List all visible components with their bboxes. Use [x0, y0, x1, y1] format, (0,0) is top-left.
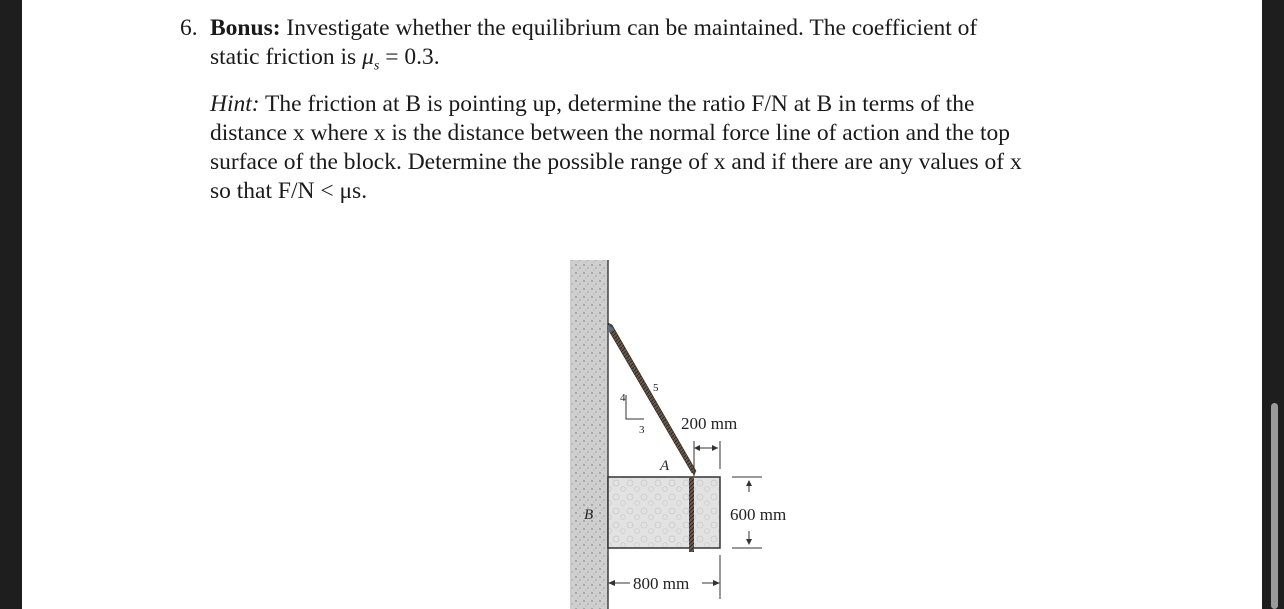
problem-text: [180, 14, 1120, 206]
vertical-scrollbar[interactable]: [1262, 0, 1284, 609]
hint-line-3: surface of the block. Determine the possible range of x and if there are any values of x: [210, 148, 1022, 175]
hint-paragraph: [180, 90, 1120, 206]
dimension-600mm: 600 mm: [730, 505, 787, 524]
point-label-b: B: [584, 507, 594, 523]
rope-through-block: [689, 477, 694, 552]
problem-line-2-value: = 0.3.: [379, 44, 440, 70]
mu-subscript: s: [373, 58, 380, 74]
block: [608, 477, 720, 548]
mu-symbol: μ: [362, 44, 374, 70]
problem-line-2: [180, 43, 1120, 81]
problem-line-1-text: Investigate whether the equilibrium can be maintained. The coefficient of: [280, 15, 978, 41]
problem-line-2-prefix: static friction is: [210, 44, 363, 70]
slope-triangle: [626, 395, 644, 419]
slope-label-4: 4: [620, 392, 626, 404]
problem-number: 6.: [180, 15, 198, 41]
hint-line-4: so that F/N < μs.: [210, 177, 368, 204]
dimension-800mm: 800 mm: [633, 574, 690, 593]
slope-label-5: 5: [653, 382, 659, 394]
hint-label: Hint:: [210, 90, 260, 117]
hint-line-1-text: The friction at B is pointing up, determine the ratio F/N at B in terms of the: [259, 90, 975, 117]
figure-svg: [542, 255, 842, 609]
slope-label-3: 3: [639, 424, 645, 436]
wall-hatch: [570, 260, 608, 609]
document-page: [22, 0, 1262, 609]
point-label-a: A: [660, 458, 670, 474]
rope-knot: [692, 471, 696, 477]
scrollbar-thumb[interactable]: [1271, 403, 1278, 609]
mechanics-figure: [542, 255, 842, 609]
bonus-label: Bonus:: [210, 15, 281, 41]
hint-line-1: [180, 90, 1120, 119]
dimension-200mm: 200 mm: [681, 414, 738, 433]
problem-line-1: [180, 14, 1120, 43]
hint-line-2: distance x where x is the distance between the normal force line of action and the top: [210, 119, 1011, 146]
